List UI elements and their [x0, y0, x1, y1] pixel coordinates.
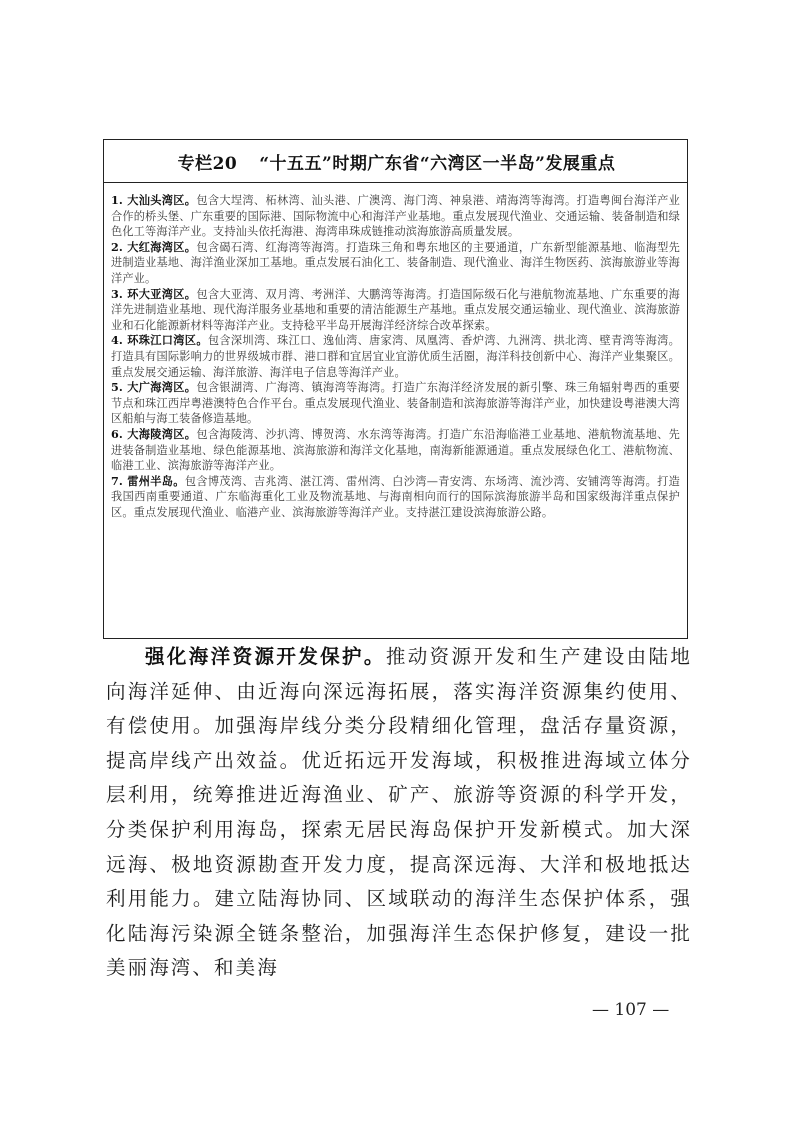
bay-list	[104, 183, 687, 520]
bay-description: 包含银湖湾、广海湾、镇海湾等海湾。打造广东海洋经济发展的新引擎、珠三角辐射粤西的重要节点和珠江西岸粤港澳特色合作平台。重点发展现代渔业、装备制造和滨海旅游等海洋产业，加快建设粤港澳大湾区船舶与海工装备修造基地。	[111, 381, 680, 426]
bay-name: 6. 大海陵湾区。	[111, 426, 197, 441]
body-paragraph	[106, 640, 692, 986]
bay-name: 7. 雷州半岛。	[111, 473, 185, 488]
bay-item	[111, 287, 680, 334]
bay-name: 5. 大广海湾区。	[111, 380, 197, 395]
bay-item	[111, 333, 680, 380]
box-title	[104, 140, 687, 183]
bay-description: 包含博茂湾、吉兆湾、湛江湾、雷州湾、白沙湾—青安湾、东场湾、流沙湾、安铺湾等海湾。打造我国西南重要通道、广东临海重化工业及物流基地、与海南相向而行的国际滨海旅游半岛和国家级海洋重点保护区。重点发展现代渔业、临港产业、滨海旅游等海洋产业。支持湛江建设滨海旅游公路。	[111, 474, 680, 519]
bay-description: 包含大埕湾、柘林湾、汕头港、广澳湾、海门湾、神泉港、靖海湾等海湾。打造粤闽台海洋产业合作的桥头堡、广东重要的国际港、国际物流中心和海洋产业基地。重点发展现代渔业、交通运输、装备制造和绿色化工等海洋产业。支持汕头依托海港、海湾串珠成链推动滨海旅游高质量发展。	[111, 194, 680, 239]
paragraph	[106, 640, 692, 986]
bay-item	[111, 380, 680, 427]
box-heading: “十五五”时期广东省“六湾区一半岛”发展重点	[259, 153, 616, 174]
box-label: 专栏20	[177, 153, 238, 174]
bay-description: 包含海陵湾、沙扒湾、博贺湾、水东湾等海湾。打造广东沿海临港工业基地、港航物流基地、先进装备制造业基地、绿色能源基地、滨海旅游和海洋文化基地，南海新能源通道。重点发展绿色化工、港航物流、临港工业、滨海旅游等海洋产业。	[111, 427, 680, 473]
bay-item	[111, 474, 680, 521]
bay-name: 4. 环珠江口湾区。	[111, 333, 208, 348]
bay-description: 包含碣石湾、红海湾等海湾。打造珠三角和粤东地区的主要通道，广东新型能源基地、临海型先进制造业基地、海洋渔业深加工基地。重点发展石油化工、装备制造、现代渔业、海洋生物医药、滨海旅游业等海洋产业。	[111, 240, 680, 285]
bay-name: 1. 大汕头湾区。	[111, 193, 197, 207]
bay-name: 3. 环大亚湾区。	[111, 286, 197, 301]
paragraph-lead: 强化海洋资源开发保护。	[145, 645, 386, 668]
feature-box	[103, 139, 688, 639]
bay-name: 2. 大红海湾区。	[111, 239, 197, 254]
bay-item	[111, 240, 680, 287]
page-number: — 107 —	[592, 1000, 670, 1020]
bay-description: 包含深圳湾、珠江口、逸仙湾、唐家湾、凤凰湾、香炉湾、九洲湾、拱北湾、壁青湾等海湾。打造具有国际影响力的世界级城市群、港口群和宜居宜业宜游优质生活圈，海洋科技创新中心、海洋产业集聚区。重点发展交通运输、海洋旅游、海洋电子信息等海洋产业。	[111, 334, 681, 379]
paragraph-text: 推动资源开发和生产建设由陆地向海洋延伸、由近海向深远海拓展，落实海洋资源集约使用、有偿使用。加强海岸线分类分段精细化管理，盘活存量资源，提高岸线产出效益。优近拓远开发海域，积极推进海域立体分层利用，统筹推进近海渔业、矿产、旅游等资源的科学开发，分类保护利用海岛，探索无居民海岛保护开发新模式。加大深远海、极地资源勘查开发力度，提高深远海、大洋和极地抵达利用能力。建立陆海协同、区域联动的海洋生态保护体系，强化陆海污染源全链条整治，加强海洋生态保护修复，建设一批美丽海湾、和美海	[106, 645, 692, 980]
bay-item	[111, 427, 680, 474]
bay-item	[111, 193, 680, 240]
bay-description: 包含大亚湾、双月湾、考洲洋、大鹏湾等海湾。打造国际级石化与港航物流基地、广东重要的海洋先进制造业基地、现代海洋服务业基地和重要的清洁能源生产基地。重点发展交通运输业、现代渔业、滨海旅游业和石化能源新材料等海洋产业。支持稔平半岛开展海洋经济综合改革探索。	[111, 287, 680, 332]
